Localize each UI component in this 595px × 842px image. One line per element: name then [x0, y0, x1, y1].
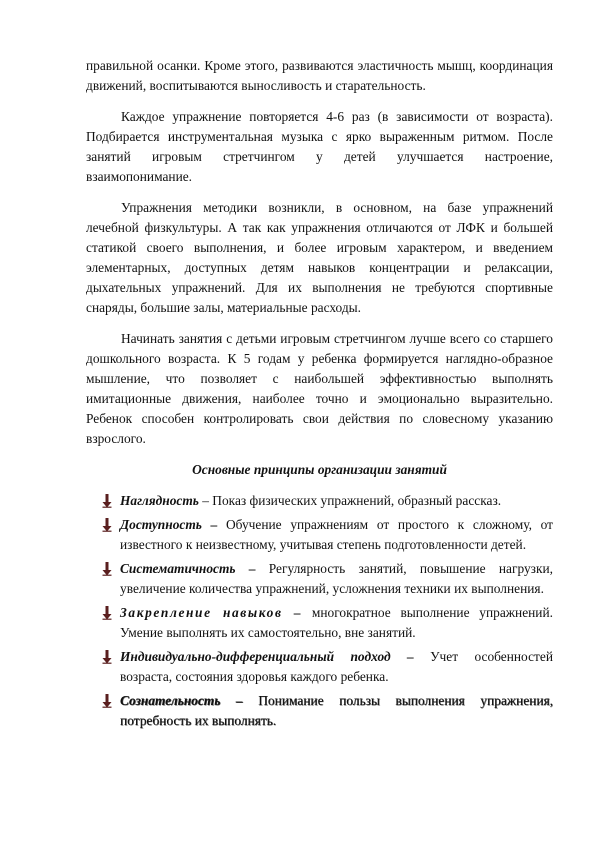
list-item-individual	[86, 647, 553, 687]
paragraph-2: Каждое упражнение повторяется 4-6 раз (в зависимости от возраста). Подбирается инструментальная музыка с ярко выраженным ритмом. После занятий игровым стретчингом у детей улучшается настроение, взаимопонимание.	[86, 109, 553, 184]
principle-term: Систематичность –	[120, 561, 256, 576]
list-item-systematic	[86, 559, 553, 599]
principle-term: Доступность –	[120, 517, 218, 532]
list-item-reinforcement	[86, 603, 553, 643]
list-item-consciousness	[86, 691, 553, 731]
principle-text: Понимание пользы выполнения упражнения, потребность их выполнять.	[120, 693, 553, 728]
paragraph-3: Упражнения методики возникли, в основном, на базе упражнений лечебной физкультуры. А так как упражнения отличаются от ЛФК и большей статикой своего выполнения, и более игровым характером, и введением элементарных, доступных детям навыков концентрации и релаксации, дыхательных упражнений. Для их выполнения не требуются спортивные снаряды, большие залы, материальные расходы.	[86, 200, 553, 315]
down-arrow-bullet-icon	[102, 518, 112, 532]
down-arrow-bullet-icon	[102, 494, 112, 508]
principle-term: Наглядность	[120, 493, 199, 508]
down-arrow-bullet-icon	[102, 562, 112, 576]
section-heading: Основные принципы организации занятий	[192, 462, 447, 477]
down-arrow-bullet-icon	[102, 694, 112, 708]
list-item-clarity	[86, 491, 553, 511]
principle-term: Индивидуально-дифференциальный подход –	[120, 649, 414, 664]
down-arrow-bullet-icon	[102, 606, 112, 620]
principle-term: Закрепление навыков –	[120, 605, 303, 620]
principle-text: многократное выполнение упражнений. Умение выполнять их самостоятельно, вне занятий.	[120, 605, 553, 640]
principle-text: Учет особенностей возраста, состояния здоровья каждого ребенка.	[120, 649, 553, 684]
list-item-accessibility	[86, 515, 553, 555]
principle-text: Обучение упражнениям от простого к сложному, от известного к неизвестному, учитывая степень подготовленности детей.	[120, 517, 553, 552]
principle-text: Регулярность занятий, повышение нагрузки, увеличение количества упражнений, усложнения техники их выполнения.	[120, 561, 553, 596]
principle-term: Сознательность –	[120, 693, 243, 708]
principle-text: – Показ физических упражнений, образный рассказ.	[198, 493, 502, 508]
down-arrow-bullet-icon	[102, 650, 112, 664]
paragraph-4: Начинать занятия с детьми игровым стретчингом лучше всего со старшего дошкольного возраста. К 5 годам у ребенка формируется наглядно-образное мышление, что позволяет с наибольшей эффективностью выполнять имитационные движения, наиболее точно и эмоционально выразительно. Ребенок способен контролировать свои действия по словесному указанию взрослого.	[86, 331, 553, 446]
principles-list	[86, 491, 553, 731]
page-content	[86, 56, 553, 735]
paragraph-1: правильной осанки. Кроме этого, развиваются эластичность мышц, координация движений, воспитываются выносливость и старательность.	[86, 58, 553, 93]
